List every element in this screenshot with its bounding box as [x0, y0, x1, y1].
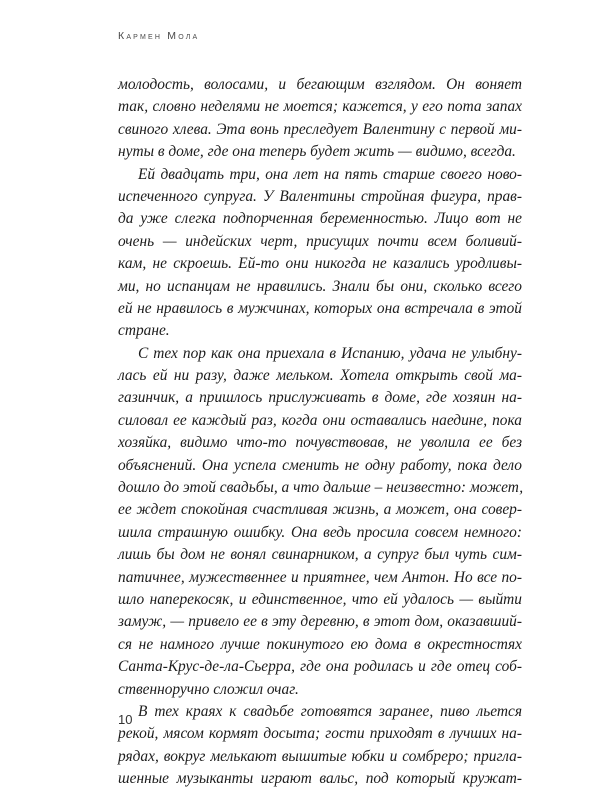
text-line: рядах, вокруг мелькают вышитые юбки и сомбреро; пригла-: [118, 747, 522, 765]
text-line: замуж, — привело ее в эту деревню, в этот дом, оказавший-: [118, 613, 522, 631]
text-line: ми, но испанцам не нравились. Знали бы они, сколько всего: [118, 277, 522, 295]
text-line: кам, не скроешь. Ей-то они никогда не казались уродливы-: [118, 255, 522, 273]
text-line: В тех краях к свадьбе готовятся заранее, пиво льется: [138, 702, 522, 720]
text-line: Ей двадцать три, она лет на пять старше своего ново-: [138, 165, 522, 183]
text-line: нуты в доме, где она теперь будет жить — видимо, всегда.: [118, 143, 516, 161]
text-line: молодость, волосами, и бегающим взглядом. Он воняет: [118, 76, 522, 93]
text-line: С тех пор как она приехала в Испанию, удача не улыбну-: [138, 344, 522, 362]
text-line: шло наперекосяк, и единственное, что ей удалось — выйти: [118, 590, 522, 608]
paragraph-2: [118, 164, 522, 343]
paragraph-4: [118, 701, 522, 791]
text-line: Санта-Крус-де-ла-Сьерра, где она родилась и где отец соб-: [118, 658, 522, 676]
text-line: шенные музыканты играют вальс, под который кружат-: [118, 770, 522, 788]
text-line: газинчик, а пришлось прислуживать в доме, где хозяин на-: [118, 389, 522, 407]
text-line: свиного хлева. Эта вонь преследует Валентину с первой ми-: [118, 120, 522, 138]
body-text: [118, 74, 522, 791]
text-line: ся не намного лучше покинутого ею дома в окрестностях: [118, 635, 522, 653]
text-line: испеченного супруга. У Валентины стройная фигура, прав-: [118, 187, 522, 205]
paragraph-3: [118, 343, 522, 701]
text-line: очень — индейских черт, присущих почти всем боливий-: [118, 232, 522, 250]
text-line: стране.: [118, 322, 170, 340]
text-line: патичнее, мужественнее и приятнее, чем Антон. Но все по-: [118, 568, 522, 586]
text-line: силовал ее каждый раз, когда они оставались наедине, пока: [118, 411, 522, 429]
text-line: дошло до этой свадьбы, а что дальше – неизвестно: может,: [118, 479, 524, 497]
page-number: 10: [118, 712, 133, 727]
paragraph-1: [118, 74, 522, 164]
text-line: лась ей ни разу, даже мельком. Хотела открыть свой ма-: [118, 367, 522, 385]
text-line: лишь бы дом не вонял свинарником, а супруг был чуть сим-: [118, 546, 522, 564]
text-line: да уже слегка подпорченная беременностью. Лицо вот не: [118, 210, 522, 228]
text-line: ственноручно сложил очаг.: [118, 680, 299, 698]
text-line: так, словно неделями не моется; кажется, у его пота запах: [118, 98, 522, 116]
text-line: объяснений. Она успела сменить не одну работу, пока дело: [118, 456, 522, 474]
text-line: хозяйка, видимо что-то почувствовав, не уволила ее без: [118, 434, 522, 452]
running-head: Кармен Мола: [118, 30, 200, 42]
text-line: шила страшную ошибку. Она ведь просила совсем немного:: [118, 523, 522, 541]
text-line: рекой, мясом кормят досыта; гости приходят в лучших на-: [118, 725, 522, 743]
text-line: ей не нравилось в мужчинах, которых она встречала в этой: [118, 299, 522, 317]
text-line: ее ждет спокойная счастливая жизнь, а может, она совер-: [118, 501, 522, 519]
